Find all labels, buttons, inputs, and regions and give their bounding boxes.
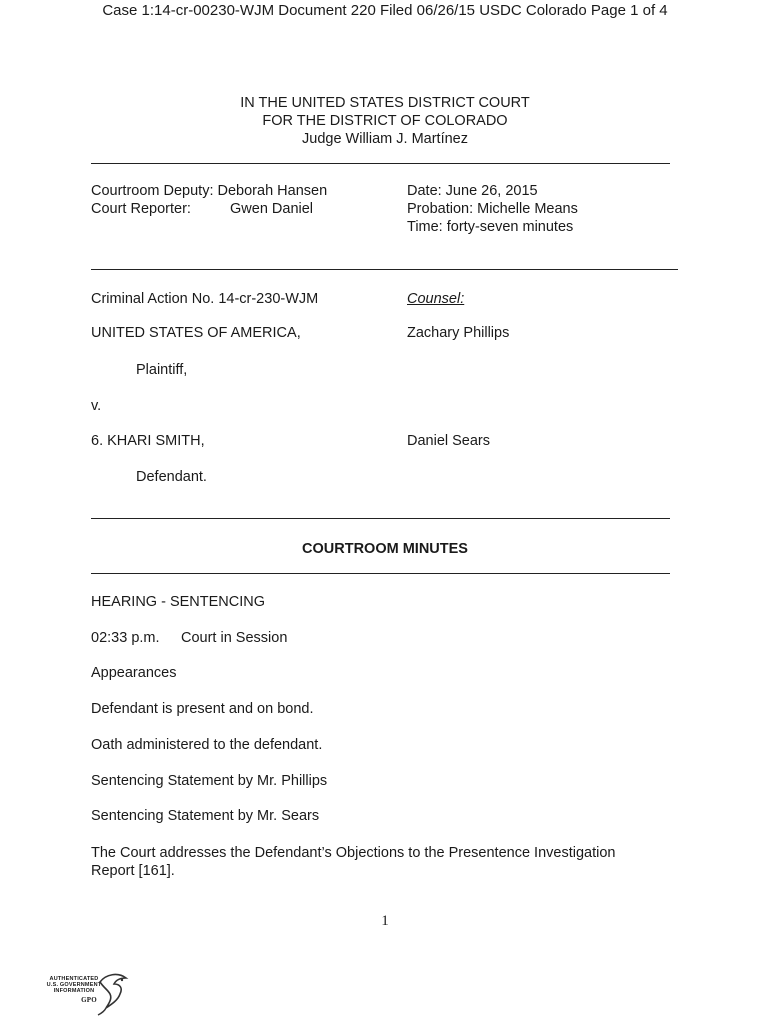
- minute-entry: The Court addresses the Defendant’s Objections to the Presentence Investigation Report [161].: [91, 845, 616, 879]
- court-reporter-label: Court Reporter:: [91, 201, 191, 217]
- defendant-counsel: Daniel Sears: [407, 433, 491, 449]
- court-name-line2: FOR THE DISTRICT OF COLORADO: [262, 113, 508, 129]
- versus: v.: [91, 398, 102, 414]
- gpo-authentication-logo: [44, 972, 134, 1018]
- court-reporter-name: Gwen Daniel: [230, 201, 314, 217]
- judge-name: Judge William J. Martínez: [302, 131, 468, 147]
- filing-header-stamp: Case 1:14-cr-00230-WJM Document 220 Filed 06/26/15 USDC Colorado Page 1 of 4: [102, 2, 668, 19]
- divider: [91, 518, 670, 519]
- logo-line: GPO: [81, 996, 97, 1004]
- minute-entry: Appearances: [91, 665, 177, 681]
- court-name-line1: IN THE UNITED STATES DISTRICT COURT: [240, 95, 530, 111]
- eagle-icon: [96, 972, 130, 1016]
- hearing-date: Date: June 26, 2015: [407, 183, 538, 199]
- probation-officer: Probation: Michelle Means: [407, 201, 578, 217]
- plaintiff-name: UNITED STATES OF AMERICA,: [91, 325, 301, 341]
- defendant-name: 6. KHARI SMITH,: [91, 433, 205, 449]
- logo-line: U.S. GOVERNMENT: [46, 982, 102, 988]
- minute-entry: Defendant is present and on bond.: [91, 701, 314, 717]
- hearing-duration: Time: forty-seven minutes: [407, 219, 574, 235]
- page-number: 1: [381, 913, 389, 929]
- logo-line: INFORMATION: [53, 988, 95, 994]
- hearing-type: HEARING - SENTENCING: [91, 594, 266, 610]
- plaintiff-counsel: Zachary Phillips: [407, 325, 510, 341]
- minutes-title: COURTROOM MINUTES: [302, 541, 468, 557]
- divider: [91, 163, 670, 164]
- divider: [91, 269, 678, 270]
- minute-entry: Sentencing Statement by Mr. Sears: [91, 808, 320, 824]
- session-time: 02:33 p.m.: [91, 630, 160, 646]
- criminal-action-number: Criminal Action No. 14-cr-230-WJM: [91, 291, 319, 307]
- counsel-heading: Counsel:: [407, 291, 465, 307]
- courtroom-deputy: Courtroom Deputy: Deborah Hansen: [91, 183, 328, 199]
- minute-entry: Oath administered to the defendant.: [91, 737, 323, 753]
- defendant-role: Defendant.: [136, 469, 207, 485]
- minute-entry: Sentencing Statement by Mr. Phillips: [91, 773, 328, 789]
- logo-line: AUTHENTICATED: [49, 976, 99, 982]
- divider: [91, 573, 670, 574]
- session-status: Court in Session: [181, 630, 288, 646]
- plaintiff-role: Plaintiff,: [136, 362, 188, 378]
